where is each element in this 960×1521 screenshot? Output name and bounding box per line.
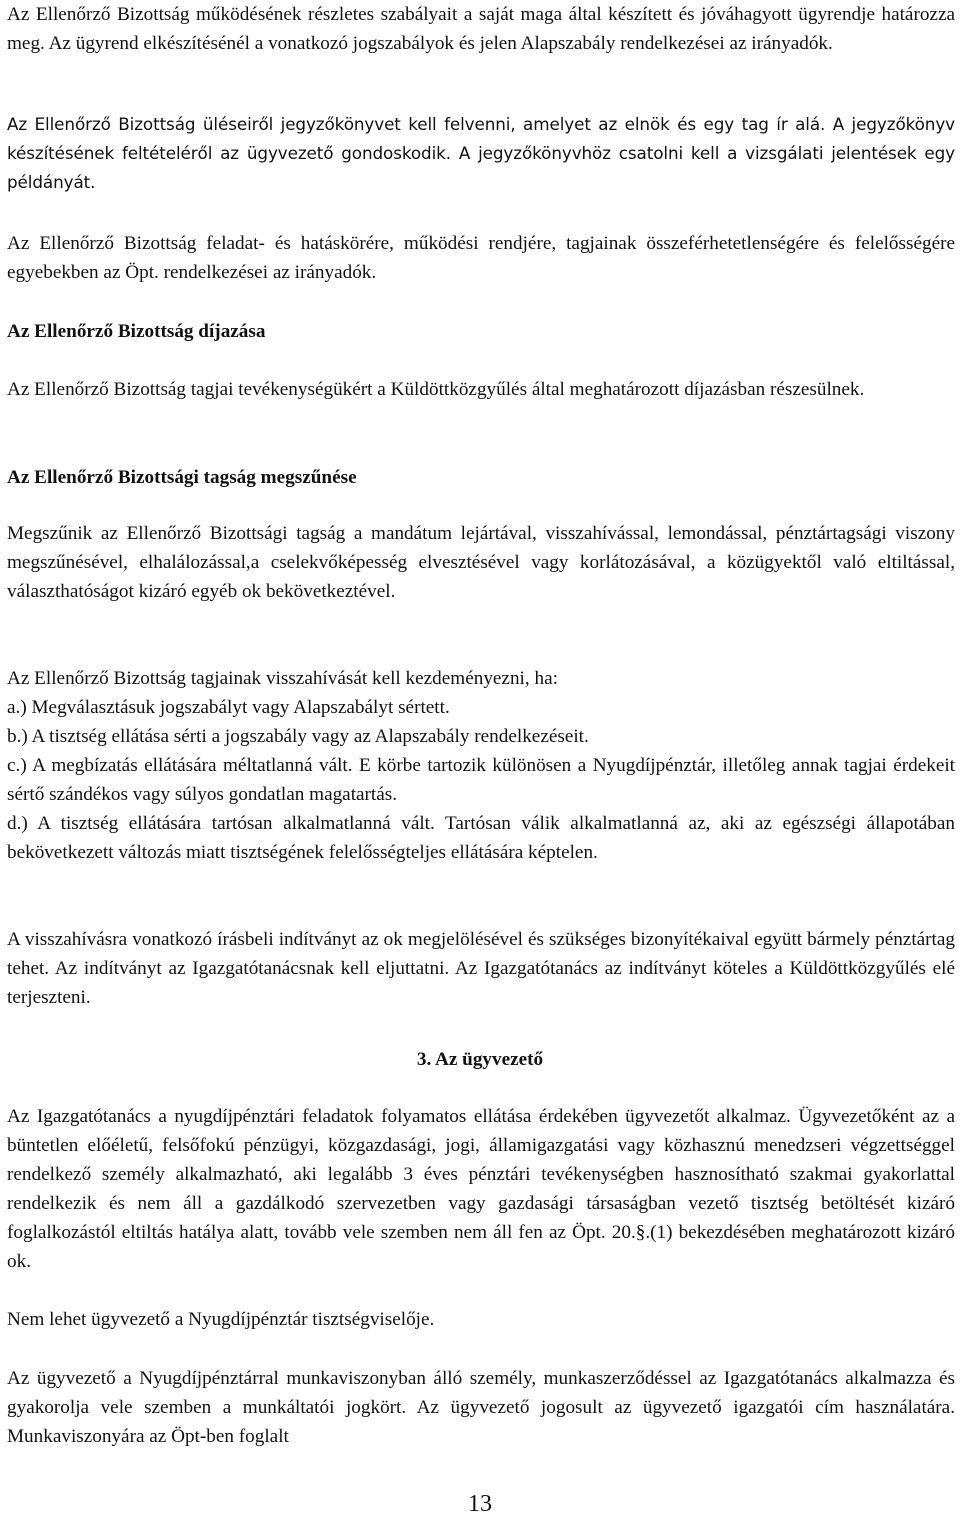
heading-remuneration: Az Ellenőrző Bizottság díjazása bbox=[7, 321, 266, 342]
paragraph-minutes: Az Ellenőrző Bizottság üléseiről jegyzőkönyvet kell felvenni, amelyet az elnök és egy tag ír alá. A jegyzőkönyv készítésének feltételéről az ügyvezető gondoskodik. A jegyzőkönyvhöz csatolni kell a vizsgálati jelentések egy példányát. bbox=[7, 114, 955, 192]
page-number: 13 bbox=[468, 1491, 492, 1517]
paragraph-termination: Megszűnik az Ellenőrző Bizottsági tagság a mandátum lejártával, visszahívással, lemondással, pénztártagsági viszony megszűnésével, elhalálozással,a cselekvőképesség elvesztésével vagy korlátozásával, a közügyektől való eltiltással, választhatóságot kizáró egyéb ok bekövetkeztével. bbox=[7, 523, 955, 602]
recall-conditions-list bbox=[7, 664, 955, 867]
recall-item-b: b.) A tisztség ellátása sérti a jogszabály vagy az Alapszabály rendelkezéseit. bbox=[7, 726, 589, 747]
paragraph-eb-rules: Az Ellenőrző Bizottság működésének részletes szabályait a saját maga által készített és jóváhagyott ügyrendje határozza meg. Az ügyrend elkészítésénél a vonatkozó jogszabályok és jelen Alapszabály rendelkezései az irányadók. bbox=[7, 4, 955, 54]
recall-intro: Az Ellenőrző Bizottság tagjainak visszahívását kell kezdeményezni, ha: bbox=[7, 668, 558, 689]
paragraph-not-officer: Nem lehet ügyvezető a Nyugdíjpénztár tisztségviselője. bbox=[7, 1309, 435, 1330]
paragraph-employment: Az ügyvezető a Nyugdíjpénztárral munkaviszonyban álló személy, munkaszerződéssel az Igazgatótanács alkalmazza és gyakorolja vele szemben a munkáltatói jogkört. Az ügyvezető jogosult az ügyvezető igazgatói cím használatára. Munkaviszonyára az Öpt-ben foglalt bbox=[7, 1368, 955, 1447]
paragraph-managing-director: Az Igazgatótanács a nyugdíjpénztári feladatok folyamatos ellátása érdekében ügyvezetőt alkalmaz. Ügyvezetőként az a büntetlen előéletű, felsőfokú pénzügyi, közgazdasági, jogi, államigazgatási vagy közhasznú menedzseri végzettséggel rendelkező személy alkalmazható, aki legalább 3 éves pénztári tevékenységben hasznosítható szakmai gyakorlattal rendelkezik és nem áll a gazdálkodó szervezetben vagy gazdasági társaságban vezető tisztség betöltését kizáró foglalkozástól eltiltás hatálya alatt, tovább vele szemben nem áll fen az Öpt. 20.§.(1) bekezdésében meghatározott kizáró ok. bbox=[7, 1106, 955, 1272]
recall-item-a: a.) Megválasztásuk jogszabályt vagy Alapszabályt sértett. bbox=[7, 697, 450, 718]
recall-item-c: c.) A megbízatás ellátására méltatlanná vált. E körbe tartozik különösen a Nyugdíjpénztár, illetőleg annak tagjai érdekeit sértő szándékos vagy súlyos gondatlan magatartás. bbox=[7, 755, 955, 805]
paragraph-powers: Az Ellenőrző Bizottság feladat- és hatáskörére, működési rendjére, tagjainak összeférhetetlenségére és felelősségére egyebekben az Öpt. rendelkezései az irányadók. bbox=[7, 233, 955, 283]
paragraph-remuneration: Az Ellenőrző Bizottság tagjai tevékenységükért a Küldöttközgyűlés által meghatározott díjazásban részesülnek. bbox=[7, 379, 865, 400]
heading-membership-termination: Az Ellenőrző Bizottsági tagság megszűnése bbox=[7, 467, 357, 488]
paragraph-recall-motion: A visszahívásra vonatkozó írásbeli indítványt az ok megjelölésével és szükséges bizonyítékaival együtt bármely pénztártag tehet. Az indítványt az Igazgatótanácsnak kell eljuttatni. Az Igazgatótanács az indítványt köteles a Küldöttközgyűlés elé terjeszteni. bbox=[7, 929, 955, 1008]
section-heading-managing-director: 3. Az ügyvezető bbox=[416, 1049, 544, 1070]
recall-item-d: d.) A tisztség ellátására tartósan alkalmatlanná vált. Tartósan válik alkalmatlanná az, aki az egészségi állapotában bekövetkezett változás miatt tisztségének felelősségteljes ellátására képtelen. bbox=[7, 813, 955, 863]
